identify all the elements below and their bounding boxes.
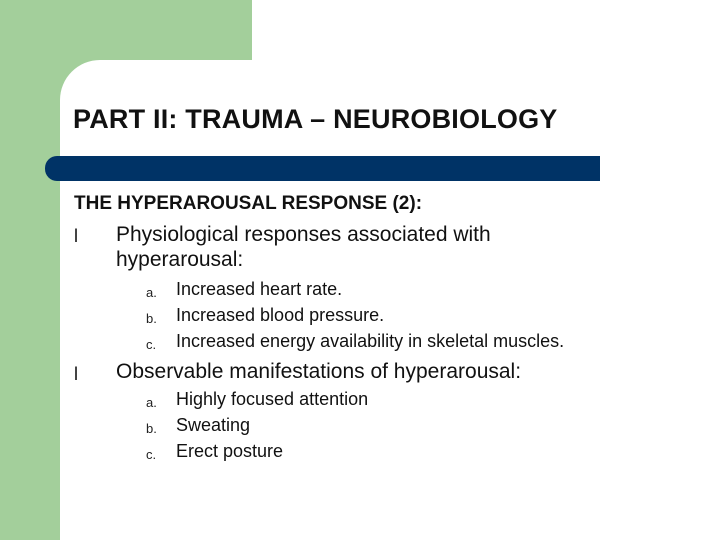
green-left-strip <box>0 0 60 540</box>
sub-item-text: Sweating <box>176 415 251 435</box>
sub-item-letter: b. <box>146 311 157 326</box>
section-subheading: THE HYPERAROUSAL RESPONSE (2): <box>74 193 423 214</box>
sub-item-text: Increased energy availability in skeletal muscles. <box>176 331 565 351</box>
sub-item-letter: a. <box>146 285 157 300</box>
sub-item-text: Erect posture <box>176 441 284 461</box>
sub-item-letter: c. <box>146 447 157 462</box>
bullet-marker: l <box>74 226 78 246</box>
bullet-marker: l <box>74 364 78 384</box>
title-underline-bar <box>45 156 600 181</box>
sub-item-text: Increased heart rate. <box>176 279 343 299</box>
sub-item-text: Highly focused attention <box>176 389 369 409</box>
bullet-text: Physiological responses associated with hyperarousal: <box>116 223 491 271</box>
sub-item-letter: b. <box>146 421 157 436</box>
slide-title: PART II: TRAUMA – NEUROBIOLOGY <box>73 104 558 134</box>
bullet-text: Observable manifestations of hyperarousal: <box>116 360 522 383</box>
sub-item-letter: c. <box>146 337 157 352</box>
sub-item-letter: a. <box>146 395 157 410</box>
sub-item-text: Increased blood pressure. <box>176 305 385 325</box>
